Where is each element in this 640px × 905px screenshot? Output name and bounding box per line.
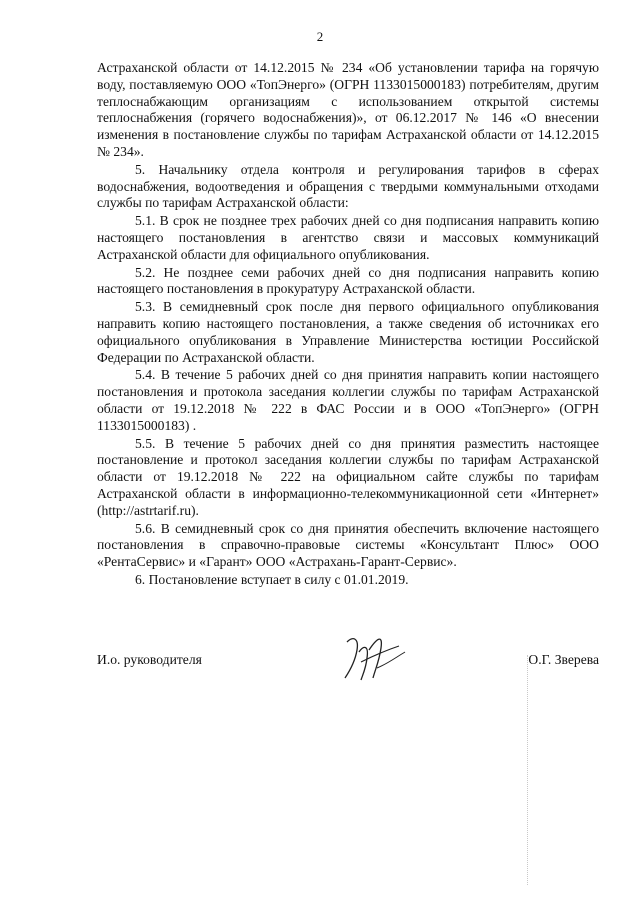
paragraph-continuation: Астраханской области от 14.12.2015 № 234 «Об установлении тарифа на горячую воду, поставляемую ООО «ТопЭнерго» (ОГРН 1133015000183) потребителям, другим теплоснабжающим организациям с использованием открытой системы теплоснабжения (горячего водоснабжения)», от 06.12.2017 № 146 «О внесении изменения в постановление службы по тарифам Астраханской области от 14.12.2015 № 234». <box>97 60 599 159</box>
paragraph-5-3: 5.3. В семидневный срок после дня первого официального опубликования направить копию настоящего постановления, а также сведения об источниках его официального опубликования в Управление Министерства юстиции Российской Федерации по Астраханской области. <box>97 299 599 365</box>
paragraph-5-6: 5.6. В семидневный срок со дня принятия обеспечить включение настоящего постановления в справочно-правовые системы «Консультант Плюс» ООО «РентаСервис» и «Гарант» ООО «Астрахань-Гарант-Сервис». <box>97 520 599 570</box>
signature-block <box>97 652 599 692</box>
paragraph-5-1: 5.1. В срок не позднее трех рабочих дней со дня подписания направить копию настоящего постановления в агентство связи и массовых коммуникаций Астраханской области для официального опубликования. <box>97 213 599 262</box>
document-body <box>97 60 599 590</box>
paragraph-5-5: 5.5. В течение 5 рабочих дней со дня принятия разместить настоящее постановление и протокол заседания коллегии службы по тарифам Астраханской области от 19.12.2018 № 222 на официальном сайте службы по тарифам Астраханской области в информационно-телекоммуникационной сети «Интернет» (http://astrtarif.ru). <box>97 435 599 518</box>
scan-margin-line <box>527 655 529 885</box>
signer-name: О.Г. Зверева <box>528 652 599 667</box>
paragraph-5: 5. Начальнику отдела контроля и регулирования тарифов в сферах водоснабжения, водоотведения и обращения с твердыми коммунальными отходами службы по тарифам Астраханской области: <box>97 161 599 211</box>
paragraph-5-2: 5.2. Не позднее семи рабочих дней со дня подписания направить копию настоящего постановления в прокуратуру Астраханской области. <box>97 264 599 297</box>
page-number: 2 <box>316 29 324 44</box>
signer-position: И.о. руководителя <box>97 652 202 667</box>
paragraph-6: 6. Постановление вступает в силу с 01.01.2019. <box>135 571 409 587</box>
paragraph-5-4: 5.4. В течение 5 рабочих дней со дня принятия направить копии настоящего постановления и протокола заседания коллегии службы по тарифам Астраханской области от 19.12.2018 № 222 в ФАС России и в ООО «ТопЭнерго» (ОГРН 1133015000183) . <box>97 367 599 433</box>
handwritten-signature <box>333 628 413 688</box>
